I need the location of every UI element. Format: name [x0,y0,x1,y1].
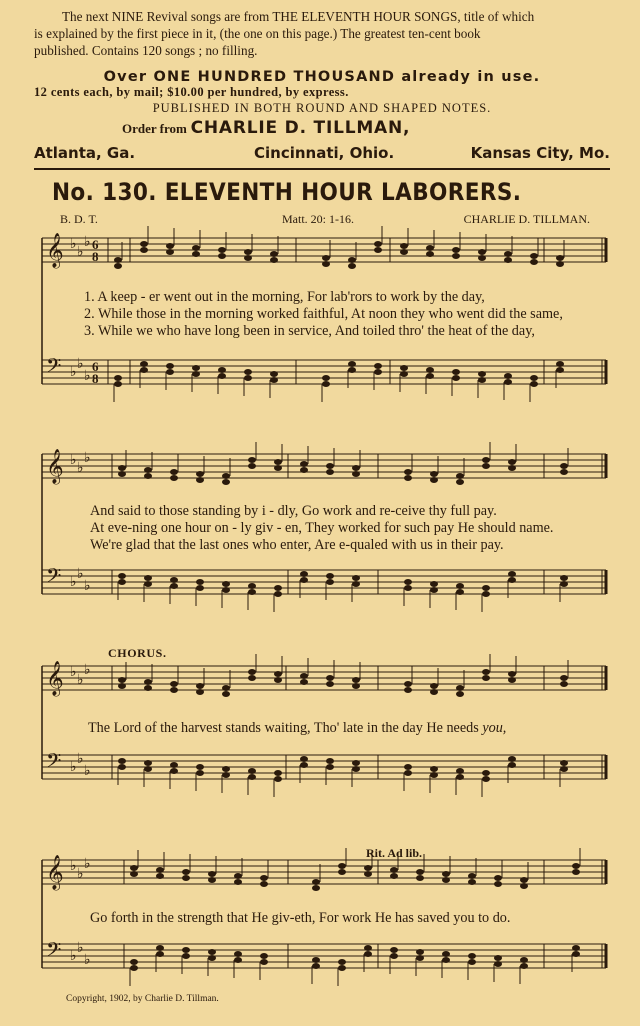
svg-text:𝄞: 𝄞 [46,661,64,696]
verse-3-line-1: 3. While we who have long been in service, And toiled thro' the heat of the day, [84,323,535,339]
copyright-notice: Copyright, 1902, by Charlie D. Tillman. [66,994,219,1004]
svg-text:♭: ♭ [84,369,91,384]
composer: CHARLIE D. TILLMAN. [463,212,590,226]
svg-text:♭: ♭ [77,461,84,476]
svg-text:♭: ♭ [70,949,77,964]
svg-text:♭: ♭ [77,245,84,260]
chorus-line-1: The Lord of the harvest stands waiting, Tho' late in the day He needs you, [88,720,507,736]
svg-text:♭: ♭ [70,237,77,252]
city-atlanta: Atlanta, Ga. [34,144,136,162]
svg-text:♭: ♭ [77,867,84,882]
verse-3-line-2: We're glad that the last ones who enter, Are e-qualed with us in their pay. [90,537,504,553]
svg-text:6: 6 [92,359,99,374]
headline: Over ONE HUNDRED THOUSAND already in use. [103,69,541,85]
city-kansas-city: Kansas City, Mo. [470,144,610,162]
order-prefix: Order from [122,121,187,136]
chorus-line-2: Go forth in the strength that He giv-eth, For work He has saved you to do. [90,910,511,926]
svg-text:𝄢: 𝄢 [46,354,62,382]
price-line: 12 cents each, by mail; $10.00 per hundred, by express. [34,85,349,99]
ad-line-2: is explained by the first piece in it, (the one on this page.) The greatest ten-cent book [34,26,481,41]
svg-text:♭: ♭ [84,451,91,466]
chorus-label: CHORUS. [108,646,167,660]
svg-text:♭: ♭ [77,357,84,372]
svg-text:𝄢: 𝄢 [46,564,62,592]
svg-text:♭: ♭ [84,857,91,872]
verse-1-line-2: And said to those standing by i - dly, Go work and re-ceive thy full pay. [90,503,497,519]
svg-text:♭: ♭ [77,941,84,956]
svg-text:𝄞: 𝄞 [46,449,64,484]
verse-1-line-1: 1. A keep - er went out in the morning, For lab'rors to work by the day, [84,289,485,305]
ad-line-1: The next NINE Revival songs are from THE ELEVENTH HOUR SONGS, title of which [62,9,535,24]
svg-text:♭: ♭ [84,579,91,594]
svg-text:♭: ♭ [77,673,84,688]
svg-text:♭: ♭ [84,663,91,678]
ritardando-marking: Rit. Ad lib. [366,846,423,860]
svg-text:8: 8 [92,371,99,386]
svg-text:♭: ♭ [70,665,77,680]
svg-text:♭: ♭ [84,235,91,250]
order-name: CHARLIE D. TILLMAN, [190,118,411,138]
svg-text:8: 8 [92,249,99,264]
svg-text:♭: ♭ [70,760,77,775]
svg-text:♭: ♭ [84,764,91,779]
ad-line-3: published. Contains 120 songs ; no filling. [34,43,258,58]
published-note: PUBLISHED IN BOTH ROUND AND SHAPED NOTES. [152,101,492,115]
verse-2-line-1: 2. While those in the morning worked faithful, At noon they who went did the same, [84,306,563,322]
svg-text:♭: ♭ [84,953,91,968]
svg-text:♭: ♭ [70,859,77,874]
svg-text:6: 6 [92,237,99,252]
city-cincinnati: Cincinnati, Ohio. [254,144,395,162]
scripture-reference: Matt. 20: 1-16. [282,212,354,226]
svg-text:𝄞: 𝄞 [46,855,64,890]
svg-text:♭: ♭ [70,453,77,468]
song-title: No. 130. ELEVENTH HOUR LABORERS. [52,178,522,206]
svg-text:𝄢: 𝄢 [46,749,62,777]
verse-2-line-2: At eve-ning one hour on - ly giv - en, They worked for such pay He should name. [90,520,554,536]
svg-text:𝄞: 𝄞 [46,233,64,268]
svg-text:♭: ♭ [77,752,84,767]
svg-text:♭: ♭ [70,575,77,590]
lyricist: B. D. T. [60,212,98,226]
svg-text:♭: ♭ [70,365,77,380]
svg-text:♭: ♭ [77,567,84,582]
svg-text:𝄢: 𝄢 [46,938,62,966]
